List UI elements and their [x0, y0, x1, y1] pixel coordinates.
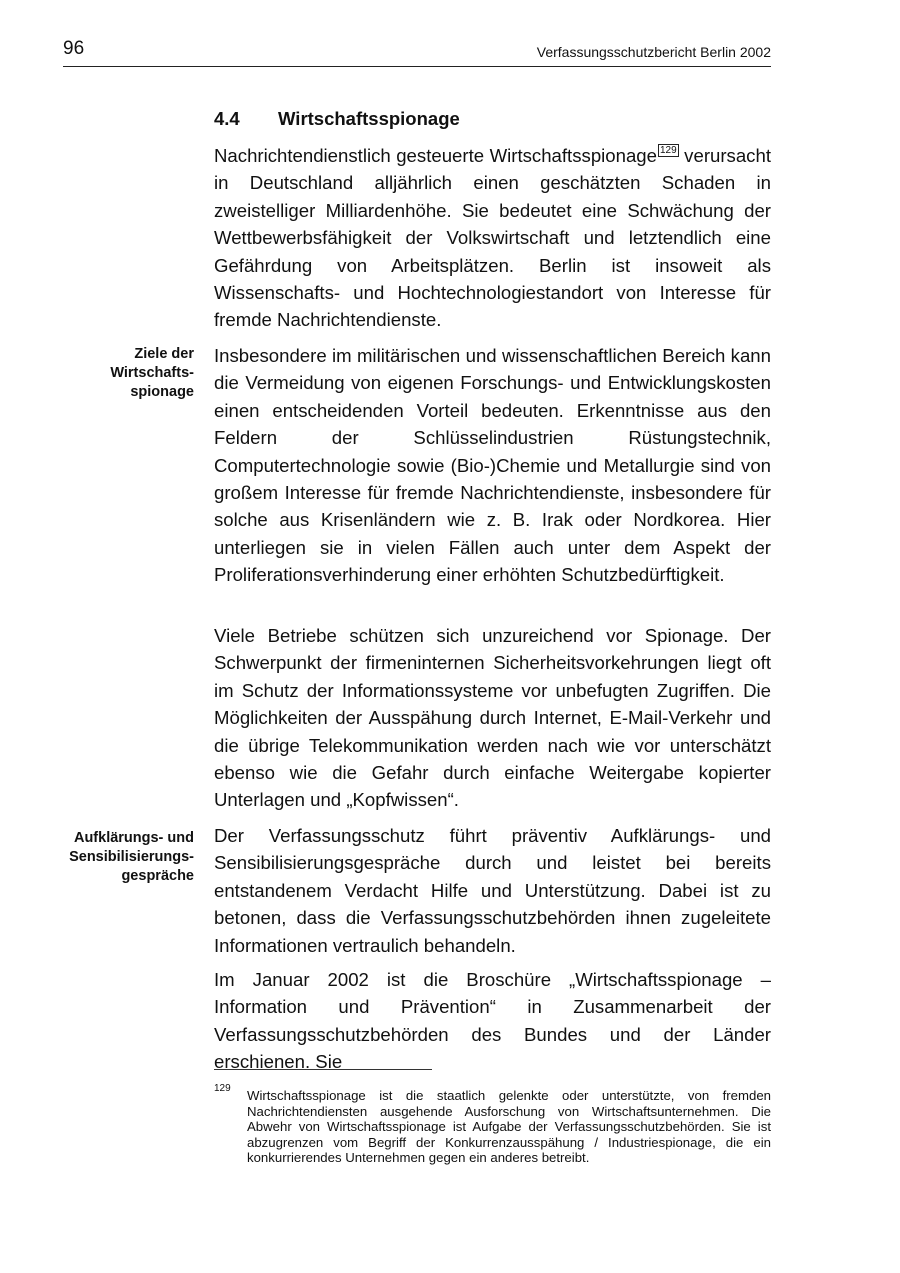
margin-note-line: spionage	[130, 384, 194, 400]
margin-note-line: Aufklärungs- und	[73, 830, 194, 846]
section-heading	[214, 108, 460, 130]
margin-note-line: Ziele der	[134, 346, 194, 362]
footnote-reference[interactable]: 129	[660, 145, 677, 156]
margin-note-ziele	[20, 345, 194, 402]
running-title: Verfassungsschutzbericht Berlin 2002	[536, 44, 771, 60]
section-title: Wirtschaftsspionage	[278, 108, 460, 129]
section-number: 4.4	[214, 108, 240, 129]
footnote-text: Wirtschaftsspionage ist die staatlich gelenkte oder unterstützte, von fremden Nachrichtendiensten ausgehende Ausforschung von Wirtschaftsunternehmen. Die Abwehr von Wirtschaftsspionage ist Aufgabe der Verfassungsschutzbehörden. Sie ist abzugrenzen vom Begriff der Konkurrenzausspähung / Industriespionage, die ein konkurrierendes Unternehmen gegen ein anderes betreibt.	[247, 1088, 771, 1166]
margin-note-aufklaerung	[20, 829, 194, 886]
paragraph-aufklaerung: Der Verfassungsschutz führt präventiv Aufklärungs- und Sensibilisierungsgespräche durch und leistet bei bereits entstandenem Verdacht Hilfe und Unterstützung. Dabei ist zu betonen, dass die Verfassungsschutzbehörden ihnen zugeleitete Informationen vertraulich behandeln.	[214, 825, 771, 956]
margin-note-line: Wirtschafts-	[110, 365, 194, 381]
page-header	[63, 40, 771, 67]
page-number: 96	[63, 38, 85, 59]
margin-note-line: Sensibilisierungs-	[69, 849, 194, 865]
paragraph-intro	[214, 142, 771, 334]
paragraph-broschuere: Im Januar 2002 ist die Broschüre „Wirtschaftsspionage – Information und Prävention“ in Zusammenarbeit der Verfassungsschutzbehörden des Bundes und der Länder erschienen. Sie	[214, 969, 771, 1073]
footnote-separator	[214, 1069, 432, 1070]
paragraph-intro-start: Nachrichtendienstlich gesteuerte Wirtschaftsspionage	[214, 145, 657, 166]
footnote-number: 129	[214, 1083, 231, 1094]
paragraph-schutz: Viele Betriebe schützen sich unzureichend vor Spionage. Der Schwerpunkt der firmeninternen Sicherheitsvorkehrungen liegt oft im Schutz der Informationssysteme vor unbefugten Zugriffen. Die Möglichkeiten der Ausspähung durch Internet, E-Mail-Verkehr und die übrige Telekommunikation werden nach wie vor unterschätzt ebenso wie die Gefahr durch einfache Weitergabe kopierter Unterlagen und „Kopfwissen“.	[214, 625, 771, 811]
margin-note-line: gespräche	[121, 868, 194, 884]
paragraph-ziele: Insbesondere im militärischen und wissenschaftlichen Bereich kann die Vermeidung von eigenen Forschungs- und Entwicklungskosten einen entscheidenden Vorteil bedeuten. Erkenntnisse aus den Feldern der Schlüsselindustrien Rüstungstechnik, Computertechnologie sowie (Bio-)Chemie und Metallurgie sind von großem Interesse für fremde Nachrichtendienste, insbesondere für solche aus Krisenländern wie z. B. Irak oder Nordkorea. Hier unterliegen sie in vielen Fällen auch unter dem Aspekt der Proliferationsverhinderung einer erhöhten Schutzbedürftigkeit.	[214, 345, 771, 586]
paragraph-intro-rest: verursacht in Deutschland alljährlich einen geschätzten Schaden in zweistelliger Milliardenhöhe. Sie bedeutet eine Schwächung der Wettbewerbsfähigkeit der Volkswirtschaft und letztendlich eine Gefährdung von Arbeitsplätzen. Berlin ist insoweit als Wissenschafts- und Hochtechnologiestandort von Interesse für fremde Nachrichtendienste.	[214, 145, 771, 331]
